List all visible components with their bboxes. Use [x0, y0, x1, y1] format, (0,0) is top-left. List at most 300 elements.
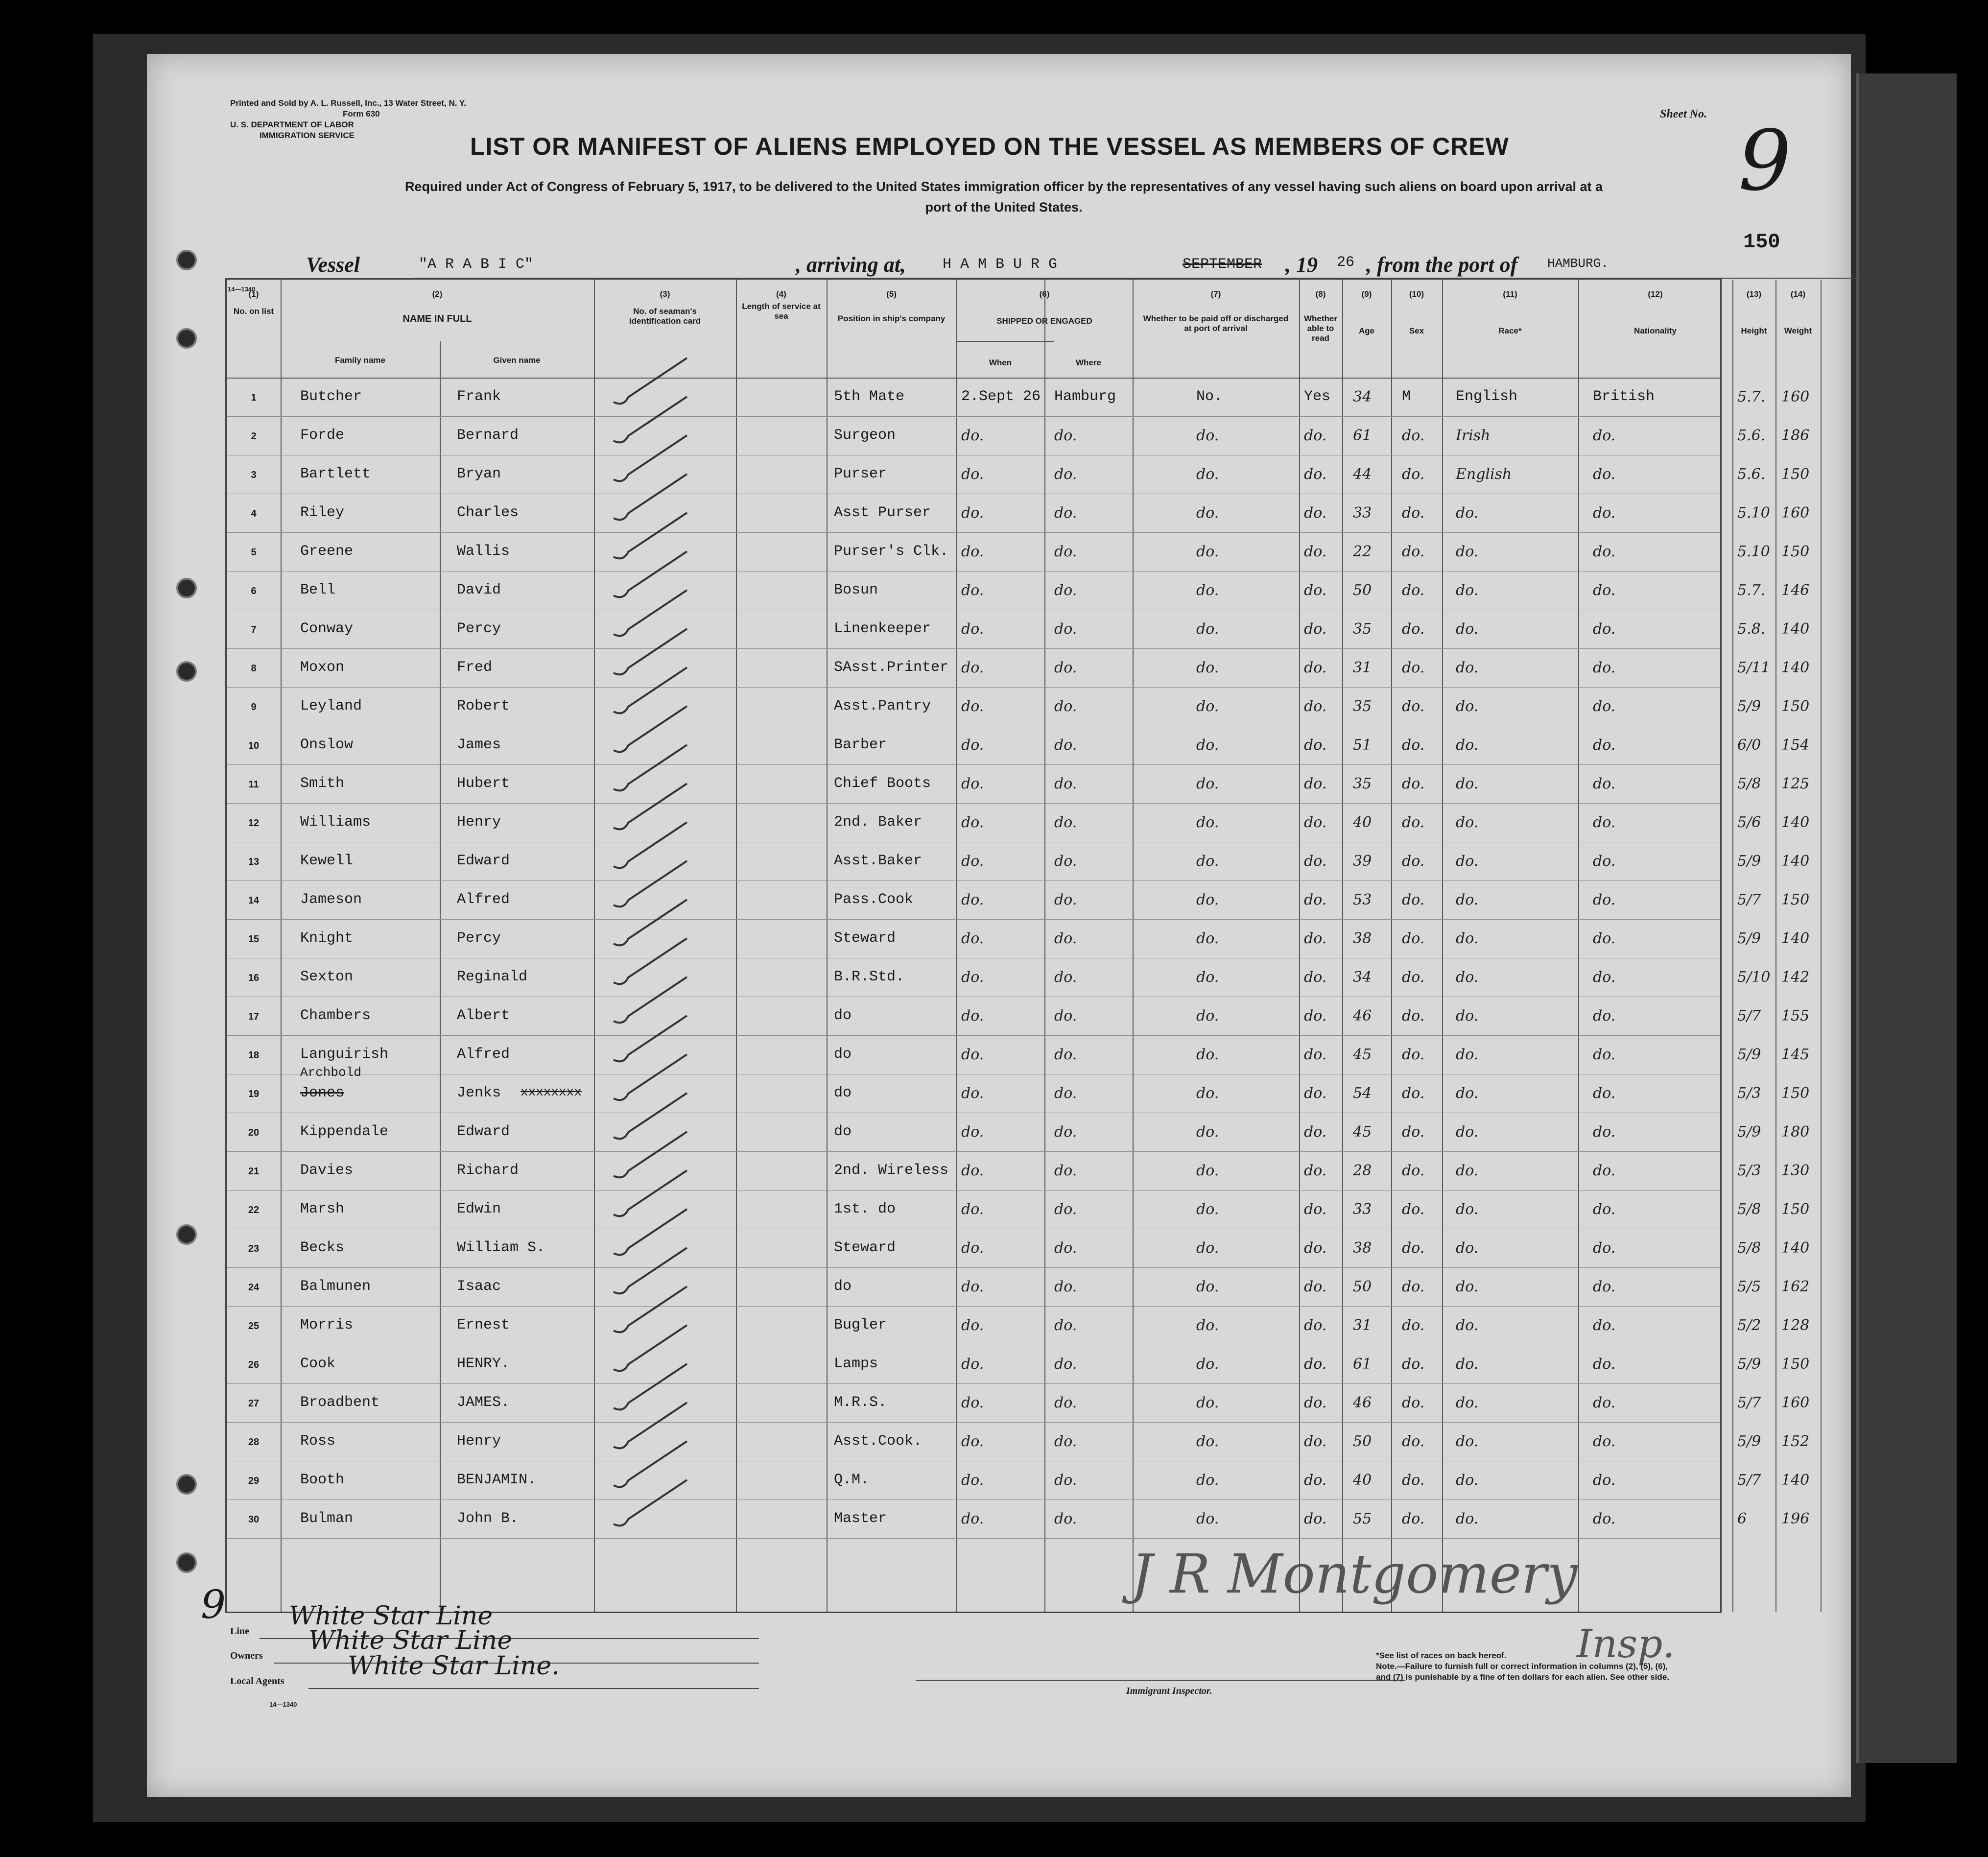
age: 50: [1353, 582, 1372, 599]
sex: do.: [1402, 775, 1425, 792]
able-to-read: do.: [1304, 582, 1327, 599]
family-name: Balmunen: [300, 1278, 371, 1295]
col-5-header: Position in ship's company: [837, 314, 946, 323]
given-name: John B.: [457, 1510, 519, 1527]
height: 5/7: [1737, 1394, 1761, 1411]
shipped-when: do.: [961, 1239, 984, 1257]
col-7-header: Whether to be paid off or discharged at port of arrival: [1143, 314, 1289, 333]
table-row: [227, 842, 1810, 881]
table-row: [227, 919, 1810, 958]
sex: do.: [1402, 582, 1425, 599]
form-number: Form 630: [343, 109, 380, 119]
row-number: 3: [251, 470, 257, 480]
age: 22: [1353, 543, 1372, 560]
weight: 196: [1781, 1510, 1810, 1527]
paid-off: do.: [1196, 1201, 1219, 1218]
height: 5.6.: [1737, 427, 1766, 444]
shipped-when: do.: [961, 930, 984, 947]
nationality: do.: [1593, 543, 1616, 560]
family-name: Conway: [300, 620, 354, 637]
paid-off: do.: [1196, 1239, 1219, 1257]
check-mark-icon: [609, 1475, 707, 1534]
nationality: do.: [1593, 1162, 1616, 1179]
row-number: 16: [248, 973, 260, 983]
weight: 160: [1781, 388, 1810, 405]
inspector-label: Immigrant Inspector.: [1126, 1686, 1212, 1696]
paid-off: do.: [1196, 1317, 1219, 1334]
family-name: Moxon: [300, 659, 345, 676]
shipped-where: do.: [1054, 1317, 1077, 1334]
family-name: Marsh: [300, 1201, 345, 1217]
shipped-where: do.: [1054, 1085, 1077, 1102]
col-14-header: Weight: [1784, 326, 1812, 335]
paid-off: do.: [1196, 1085, 1219, 1102]
race: do.: [1456, 620, 1479, 638]
able-to-read: do.: [1304, 1085, 1327, 1102]
shipped-where: Hamburg: [1054, 388, 1116, 405]
age: 53: [1353, 891, 1372, 908]
row-number: 19: [248, 1089, 260, 1099]
owners-label: Owners: [230, 1650, 263, 1661]
table-row: [227, 1461, 1810, 1500]
table-row: [227, 416, 1810, 455]
row-number: 10: [248, 740, 260, 751]
family-name: Knight: [300, 930, 354, 947]
sex: do.: [1402, 1123, 1425, 1141]
position: 1st. do: [834, 1201, 896, 1217]
shipped-where: do.: [1054, 1510, 1077, 1527]
able-to-read: do.: [1304, 1201, 1327, 1218]
nationality: do.: [1593, 1278, 1616, 1295]
shipped-when: do.: [961, 582, 984, 599]
family-name: Booth: [300, 1472, 345, 1488]
col-5-number: (5): [886, 289, 897, 299]
footnote-2: Note.—Failure to furnish full or correct information in columns (2), (5), (6),: [1376, 1662, 1668, 1671]
able-to-read: do.: [1304, 659, 1327, 676]
family-name: Ross: [300, 1433, 336, 1450]
table-row: [227, 687, 1810, 726]
sex: do.: [1402, 1201, 1425, 1218]
given-name: Henry: [457, 814, 501, 831]
position: Linenkeeper: [834, 620, 931, 637]
family-name: Butcher: [300, 388, 362, 405]
shipped-where: do.: [1054, 1394, 1077, 1411]
given-name: Edward: [457, 1123, 510, 1140]
shipped-when: do.: [961, 737, 984, 754]
family-name: Chambers: [300, 1007, 371, 1024]
position: Bugler: [834, 1317, 887, 1333]
punch-hole: [176, 578, 197, 598]
given-name: Frank: [457, 388, 501, 405]
race: do.: [1456, 1356, 1479, 1373]
height: 5/3: [1737, 1085, 1761, 1102]
race: do.: [1456, 891, 1479, 908]
sex: do.: [1402, 1239, 1425, 1257]
footnote-3: and (7) is punishable by a fine of ten dollars for each alien. See other side.: [1376, 1672, 1669, 1682]
shipped-when: do.: [961, 620, 984, 638]
weight: 150: [1781, 891, 1810, 908]
age: 54: [1353, 1085, 1372, 1102]
table-row: [227, 958, 1810, 997]
weight: 150: [1781, 698, 1810, 715]
department: U. S. DEPARTMENT OF LABOR: [230, 120, 354, 129]
position: SAsst.Printer: [834, 659, 949, 676]
col-14-number: (14): [1790, 289, 1806, 299]
sex: do.: [1402, 1317, 1425, 1334]
shipped-where: do.: [1054, 853, 1077, 870]
sex: do.: [1402, 969, 1425, 986]
race: do.: [1456, 1007, 1479, 1024]
position: do: [834, 1123, 852, 1140]
table-row: [227, 1306, 1810, 1345]
paid-off: do.: [1196, 891, 1219, 908]
punch-hole: [176, 250, 197, 270]
position: do: [834, 1046, 852, 1063]
table-row: [227, 726, 1810, 764]
shipped-where: do.: [1054, 891, 1077, 908]
age: 34: [1353, 388, 1372, 405]
col-2-header: NAME IN FULL: [402, 313, 472, 324]
table-row: [227, 532, 1810, 571]
col-11-header: Race*: [1498, 326, 1522, 335]
race: do.: [1456, 1046, 1479, 1063]
row-number: 15: [248, 934, 260, 945]
shipped-where: do.: [1054, 466, 1077, 483]
col-4-header: Length of service at sea: [742, 302, 821, 321]
nationality: do.: [1593, 1433, 1616, 1450]
weight: 140: [1781, 659, 1810, 676]
row-divider: [227, 1538, 1720, 1539]
given-name: JAMES.: [457, 1394, 510, 1411]
sex: do.: [1402, 1472, 1425, 1489]
sex: do.: [1402, 930, 1425, 947]
shipped-where: do.: [1054, 775, 1077, 792]
position: Q.M.: [834, 1472, 870, 1488]
height: 5.10: [1737, 504, 1770, 522]
able-to-read: do.: [1304, 1317, 1327, 1334]
table-row: [227, 571, 1810, 610]
page-code: 150: [1743, 230, 1780, 254]
shipped-where: do.: [1054, 1356, 1077, 1373]
nationality: do.: [1593, 1394, 1616, 1411]
position: Asst Purser: [834, 504, 931, 521]
table-row: [227, 997, 1810, 1035]
row-number: 27: [248, 1398, 260, 1409]
shipped-where: do.: [1054, 1201, 1077, 1218]
able-to-read: do.: [1304, 698, 1327, 715]
position: 5th Mate: [834, 388, 905, 405]
nationality: do.: [1593, 853, 1616, 870]
given-name: BENJAMIN.: [457, 1472, 537, 1488]
paid-off: do.: [1196, 814, 1219, 831]
sheet-no-label: Sheet No.: [1660, 108, 1707, 120]
row-number: 11: [248, 779, 259, 790]
shipped-where: do.: [1054, 1239, 1077, 1257]
sex: do.: [1402, 620, 1425, 638]
position: Master: [834, 1510, 887, 1527]
paid-off: do.: [1196, 1472, 1219, 1489]
col-13-number: (13): [1746, 289, 1762, 299]
sex: do.: [1402, 504, 1425, 522]
height: 5/9: [1737, 1433, 1761, 1450]
weight: 152: [1781, 1433, 1810, 1450]
paid-off: do.: [1196, 620, 1219, 638]
age: 61: [1353, 1356, 1372, 1373]
race: do.: [1456, 737, 1479, 754]
nationality: do.: [1593, 1201, 1616, 1218]
age: 38: [1353, 930, 1372, 947]
paid-off: No.: [1196, 388, 1223, 405]
family-name-correction: Archbold: [300, 1065, 361, 1080]
able-to-read: do.: [1304, 427, 1327, 444]
height: 5.6.: [1737, 466, 1766, 483]
line-value: White Star Line: [289, 1601, 493, 1631]
height: 5/3: [1737, 1162, 1761, 1179]
row-number: 2: [251, 431, 257, 442]
height: 5/9: [1737, 1356, 1761, 1373]
shipped-where: do.: [1054, 543, 1077, 560]
position: Steward: [834, 1239, 896, 1256]
family-name: Smith: [300, 775, 345, 792]
col-13-header: Height: [1741, 326, 1767, 335]
col-3-header: No. of seaman's identification card: [629, 307, 701, 326]
age: 40: [1353, 814, 1372, 831]
agents-value: White Star Line.: [348, 1651, 560, 1681]
table-row: [227, 610, 1810, 648]
race: do.: [1456, 1278, 1479, 1295]
given-name: Alfred: [457, 1046, 510, 1063]
race: do.: [1456, 1394, 1479, 1411]
height: 5/8: [1737, 1239, 1761, 1257]
row-number: 18: [248, 1050, 260, 1061]
paid-off: do.: [1196, 504, 1219, 522]
weight: 140: [1781, 853, 1810, 870]
col-6a-header: When: [989, 358, 1012, 367]
nationality: do.: [1593, 1239, 1616, 1257]
able-to-read: do.: [1304, 1394, 1327, 1411]
nationality: do.: [1593, 1046, 1616, 1063]
shipped-where: do.: [1054, 620, 1077, 638]
weight: 145: [1781, 1046, 1810, 1063]
height: 5/7: [1737, 891, 1761, 908]
age: 38: [1353, 1239, 1372, 1257]
family-name: Davies: [300, 1162, 354, 1179]
table-row: [227, 1267, 1810, 1306]
paid-off: do.: [1196, 698, 1219, 715]
row-number: 22: [248, 1205, 260, 1215]
sex: M: [1402, 388, 1411, 405]
shipped-when: do.: [961, 891, 984, 908]
shipped-when: do.: [961, 1123, 984, 1141]
age: 61: [1353, 427, 1372, 444]
shipped-when: do.: [961, 775, 984, 792]
able-to-read: do.: [1304, 930, 1327, 947]
table-row: [227, 1345, 1810, 1383]
sex: do.: [1402, 1162, 1425, 1179]
family-name: Sexton: [300, 969, 354, 985]
given-name: Edwin: [457, 1201, 501, 1217]
nationality: do.: [1593, 698, 1616, 715]
shipped-when: do.: [961, 1317, 984, 1334]
race: do.: [1456, 582, 1479, 599]
from-label: , from the port of: [1366, 253, 1518, 277]
row-number: 26: [248, 1359, 260, 1370]
able-to-read: Yes: [1304, 388, 1331, 405]
age: 33: [1353, 504, 1372, 522]
shipped-when: do.: [961, 1278, 984, 1295]
col-6-number: (6): [1039, 289, 1050, 299]
row-number: 29: [248, 1476, 260, 1486]
position: Steward: [834, 930, 896, 947]
position: Lamps: [834, 1356, 878, 1372]
age: 35: [1353, 775, 1372, 792]
year-prefix: , 19: [1285, 253, 1318, 277]
nationality: do.: [1593, 427, 1616, 444]
shipped-when: do.: [961, 1046, 984, 1063]
height: 5/10: [1737, 969, 1771, 986]
given-name: Charles: [457, 504, 519, 521]
shipped-when: do.: [961, 853, 984, 870]
family-name: Bulman: [300, 1510, 354, 1527]
position: M.R.S.: [834, 1394, 887, 1411]
table-row: [227, 764, 1810, 803]
weight: 150: [1781, 1085, 1810, 1102]
age: 46: [1353, 1394, 1372, 1411]
inspector-underline: [916, 1680, 1405, 1681]
arrival-month: SEPTEMBER: [1183, 256, 1262, 273]
shipped-when: do.: [961, 1356, 984, 1373]
height: 5/7: [1737, 1007, 1761, 1024]
punch-hole: [176, 328, 197, 349]
shipped-when: do.: [961, 1510, 984, 1527]
col-12-number: (12): [1648, 289, 1663, 299]
age: 51: [1353, 737, 1372, 754]
shipped-where: do.: [1054, 969, 1077, 986]
nationality: do.: [1593, 504, 1616, 522]
punch-hole: [176, 1224, 197, 1245]
sex: do.: [1402, 814, 1425, 831]
paid-off: do.: [1196, 582, 1219, 599]
able-to-read: do.: [1304, 1046, 1327, 1063]
nationality: do.: [1593, 737, 1616, 754]
row-number: 17: [248, 1011, 260, 1022]
from-port: HAMBURG.: [1547, 256, 1609, 271]
given-name: Reginald: [457, 969, 528, 985]
crew-table: [225, 278, 1812, 1613]
race: do.: [1456, 1317, 1479, 1334]
required-line-2: port of the United States.: [925, 200, 1083, 214]
nationality: do.: [1593, 1123, 1616, 1141]
agents-underline: [308, 1688, 759, 1689]
given-name: William S.: [457, 1239, 545, 1256]
weight: 128: [1781, 1317, 1810, 1334]
row-number: 5: [251, 547, 257, 558]
paid-off: do.: [1196, 853, 1219, 870]
height: 5/9: [1737, 1046, 1761, 1063]
col-2b-header: Given name: [493, 356, 541, 365]
col-7-number: (7): [1210, 289, 1221, 299]
position: Bosun: [834, 582, 878, 598]
nationality: do.: [1593, 466, 1616, 483]
paid-off: do.: [1196, 1394, 1219, 1411]
race: do.: [1456, 1085, 1479, 1102]
manifest-page: [147, 54, 1851, 1797]
given-name-struck: xxxxxxxx: [521, 1085, 582, 1099]
able-to-read: do.: [1304, 620, 1327, 638]
required-notice: [220, 176, 1787, 217]
weight: 142: [1781, 969, 1810, 986]
sex: do.: [1402, 1433, 1425, 1450]
nationality: do.: [1593, 582, 1616, 599]
race: do.: [1456, 930, 1479, 947]
col-9-number: (9): [1361, 289, 1372, 299]
col-8-header: Whether able to read: [1304, 314, 1337, 343]
given-name: Percy: [457, 930, 501, 947]
nationality: do.: [1593, 620, 1616, 638]
shipped-where: do.: [1054, 504, 1077, 522]
race: do.: [1456, 1433, 1479, 1450]
able-to-read: do.: [1304, 1123, 1327, 1141]
weight: 154: [1781, 737, 1810, 754]
paid-off: do.: [1196, 737, 1219, 754]
race: English: [1456, 388, 1518, 405]
arriving-label: , arriving at,: [796, 253, 906, 277]
col-10-header: Sex: [1409, 326, 1424, 335]
race: do.: [1456, 1123, 1479, 1141]
sex: do.: [1402, 853, 1425, 870]
given-name: Hubert: [457, 775, 510, 792]
family-name: Greene: [300, 543, 354, 560]
vessel-form-code: 14—1340: [228, 286, 256, 293]
sex: do.: [1402, 1007, 1425, 1024]
shipped-when: do.: [961, 1007, 984, 1024]
weight: 150: [1781, 1201, 1810, 1218]
nationality: do.: [1593, 1007, 1616, 1024]
table-row: [227, 494, 1810, 532]
age: 35: [1353, 698, 1372, 715]
position: Purser: [834, 466, 887, 482]
sheet-no-value: 9: [1738, 113, 1792, 210]
height: 5.7.: [1737, 388, 1766, 405]
shipped-when: do.: [961, 1472, 984, 1489]
footnote: [1376, 1650, 1669, 1683]
given-name: James: [457, 737, 501, 753]
year-suffix: 26: [1337, 254, 1355, 271]
table-row: [227, 1113, 1810, 1151]
weight: 140: [1781, 620, 1810, 638]
able-to-read: do.: [1304, 737, 1327, 754]
printer-line: Printed and Sold by A. L. Russell, Inc., 13 Water Street, N. Y.: [230, 98, 467, 108]
able-to-read: do.: [1304, 969, 1327, 986]
sex: do.: [1402, 891, 1425, 908]
weight: 162: [1781, 1278, 1810, 1295]
table-row: [227, 881, 1810, 919]
shipped-when: do.: [961, 969, 984, 986]
shipped-when: 2.Sept 26: [961, 388, 1041, 405]
able-to-read: do.: [1304, 543, 1327, 560]
row-number: 30: [248, 1514, 260, 1525]
shipped-when: do.: [961, 814, 984, 831]
shipped-where: do.: [1054, 1278, 1077, 1295]
given-name: Henry: [457, 1433, 501, 1450]
weight: 140: [1781, 1239, 1810, 1257]
height: 5/5: [1737, 1278, 1761, 1295]
shipped-when: do.: [961, 659, 984, 676]
shipped-when: do.: [961, 1085, 984, 1102]
race: do.: [1456, 775, 1479, 792]
shipped-when: do.: [961, 698, 984, 715]
given-name: Jenks: [457, 1085, 501, 1101]
